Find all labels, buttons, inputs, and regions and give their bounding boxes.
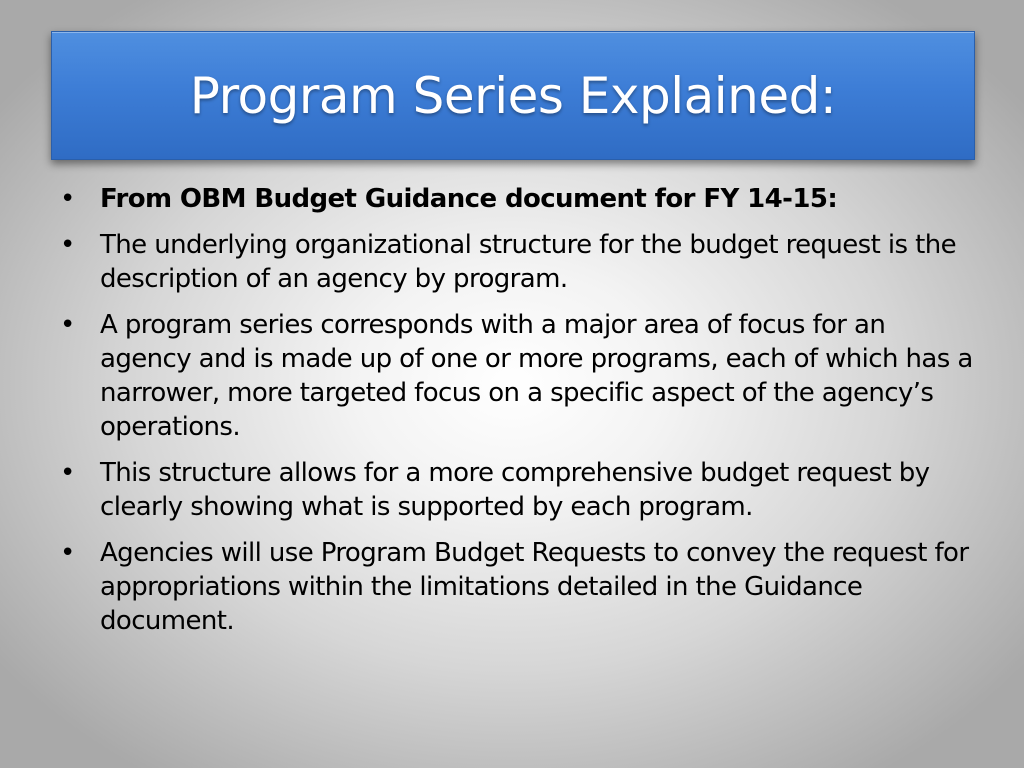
bullet-icon: •: [60, 310, 75, 340]
bullet-icon: •: [60, 538, 75, 568]
bullet-icon: •: [60, 458, 75, 488]
bullet-item: [60, 308, 980, 444]
bullet-text: From OBM Budget Guidance document for FY 14-15:: [100, 184, 838, 214]
bullet-icon: •: [60, 230, 75, 260]
bullet-text: A program series corresponds with a major area of focus for an agency and is made up of one or more programs, each of which has a narrower, more targeted focus on a specific aspect of the agency’s operations.: [100, 310, 973, 442]
bullet-text: Agencies will use Program Budget Requests to convey the request for appropriations within the limitations detailed in the Guidance document.: [100, 538, 969, 636]
title-bar: [51, 31, 975, 160]
bullet-list: [60, 182, 980, 650]
bullet-item: [60, 456, 980, 524]
bullet-text: This structure allows for a more comprehensive budget request by clearly showing what is supported by each program.: [100, 458, 930, 522]
slide-title: Program Series Explained:: [189, 66, 837, 125]
bullet-icon: •: [60, 184, 75, 214]
bullet-text: The underlying organizational structure for the budget request is the description of an agency by program.: [100, 230, 956, 294]
bullet-item: [60, 536, 980, 638]
bullet-item: [60, 182, 980, 216]
bullet-item: [60, 228, 980, 296]
